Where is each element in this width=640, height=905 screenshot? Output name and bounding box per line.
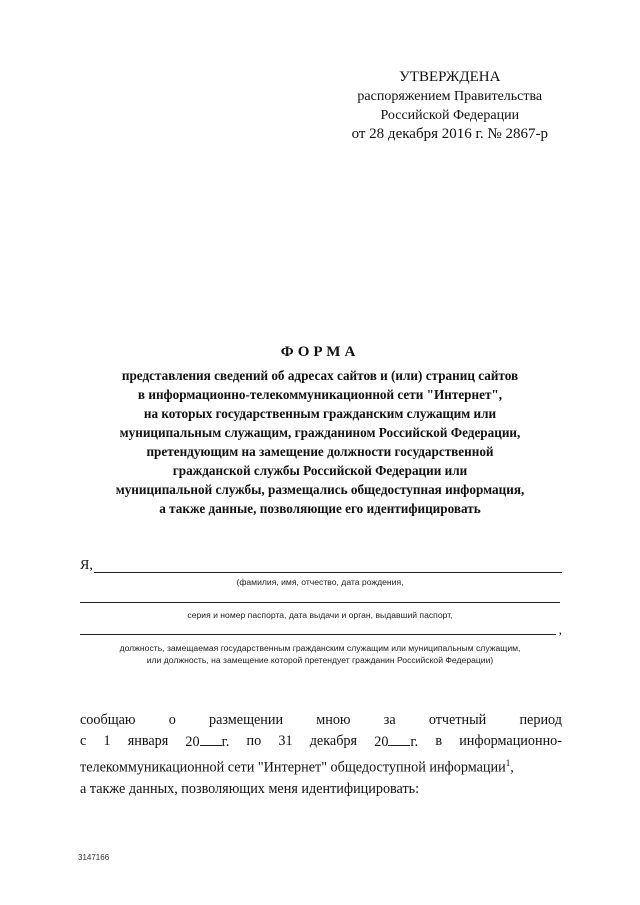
caption-position-line: должность, замещаемая государственным гражданским служащим или муниципальным служащим,: [119, 643, 521, 653]
word: января: [127, 733, 169, 749]
subtitle-line: муниципальной службы, размещались общедоступная информация,: [115, 482, 525, 497]
form-title: ФОРМА: [280, 344, 360, 360]
word: за: [383, 712, 396, 728]
word: мною: [316, 712, 351, 728]
name-dob-field[interactable]: [94, 572, 562, 573]
year-suffix: г.: [221, 734, 230, 750]
body-paragraph: [80, 710, 562, 800]
body-row-3: [80, 753, 562, 779]
caption-passport: серия и номер паспорта, дата выдачи и орган, выдавший паспорт,: [187, 610, 453, 620]
subtitle-line: на которых государственным гражданским служащим или: [143, 406, 497, 421]
form-subtitle: [80, 366, 560, 518]
subtitle-line: представления сведений об адресах сайтов и (или) страниц сайтов: [121, 368, 519, 383]
word: сообщаю: [80, 712, 136, 728]
subtitle-line: претендующим на замещение должности государственной: [146, 444, 494, 459]
word: с: [80, 733, 87, 749]
year-prefix: 20: [185, 734, 200, 750]
approval-date-number: от 28 декабря 2016 г. № 2867-р: [351, 126, 548, 142]
approval-by-order: распоряжением Правительства: [357, 89, 543, 104]
footnote-marker[interactable]: 1: [505, 758, 511, 768]
word: 31: [278, 733, 293, 749]
word: 1: [103, 733, 111, 749]
word: в: [435, 733, 443, 749]
prefix-i: Я,: [80, 558, 93, 573]
approval-government: Российской Федерации: [380, 108, 520, 123]
word: отчетный: [428, 712, 487, 728]
body-row-2: [80, 731, 562, 753]
document-code: 3147166: [78, 853, 110, 862]
approval-heading: УТВЕРЖДЕНА: [399, 69, 501, 85]
subtitle-line: а также данные, позволяющие его идентифицировать: [159, 501, 481, 516]
position-field-row: [80, 622, 562, 638]
caption-name-dob: (фамилия, имя, отчество, дата рождения,: [236, 577, 404, 587]
row4-text: а также данных, позволяющих меня идентифицировать:: [80, 780, 420, 797]
word: декабря: [309, 733, 358, 749]
passport-field[interactable]: [80, 602, 560, 603]
row3-text: телекоммуникационной сети "Интернет" общедоступной информации: [80, 759, 506, 776]
subtitle-line: гражданской службы Российской Федерации или: [172, 463, 468, 478]
word: размещении: [209, 712, 284, 728]
year-suffix: г.: [410, 734, 419, 750]
caption-position: [80, 642, 560, 666]
word: информационно-: [459, 733, 562, 749]
passport-field-row: [80, 590, 562, 606]
approval-block: [352, 68, 548, 144]
subtitle-line: муниципальным служащим, гражданином Российской Федерации,: [119, 425, 521, 440]
body-row-4: [80, 779, 562, 800]
word: по: [246, 733, 262, 749]
word: о: [168, 712, 176, 728]
word: период: [519, 712, 562, 728]
year-prefix: 20: [374, 734, 389, 750]
year-start-blank[interactable]: [200, 731, 222, 746]
year-end-group: [374, 731, 418, 753]
row3-end: ,: [510, 759, 514, 776]
subtitle-line: в информационно-телекоммуникационной сети "Интернет",: [137, 387, 503, 402]
name-field-row: [80, 558, 562, 576]
body-row-1: [80, 710, 562, 731]
row3-text-group: [80, 753, 514, 779]
year-start-group: [185, 731, 229, 753]
caption-position-line: или должность, на замещение которой претендует гражданин Российской Федерации): [146, 655, 494, 665]
trailing-comma: ,: [558, 622, 562, 637]
year-end-blank[interactable]: [388, 731, 410, 746]
position-field[interactable]: [80, 634, 556, 635]
